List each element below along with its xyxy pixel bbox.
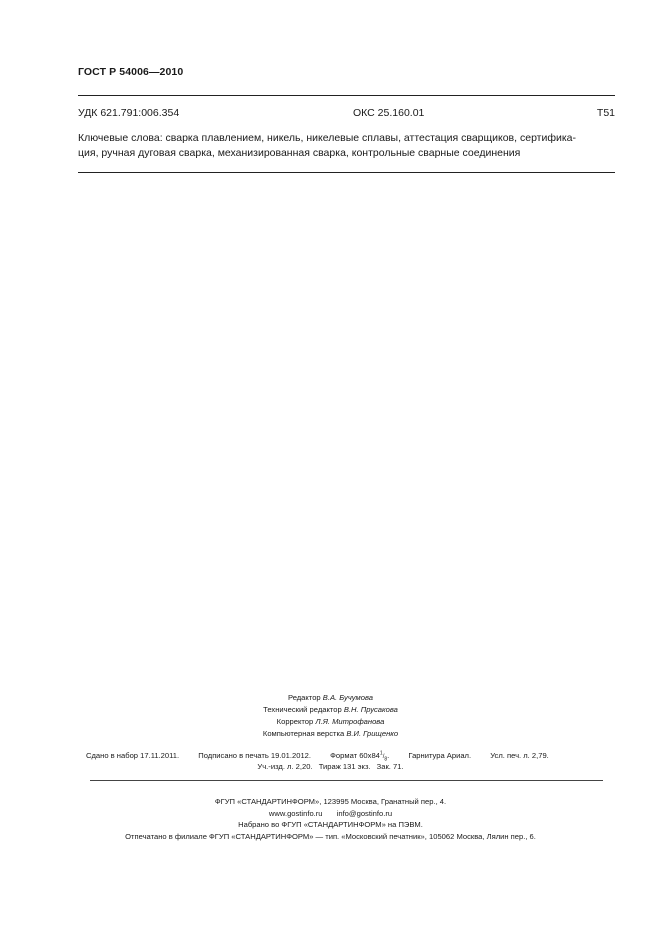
credit-tech-editor [0,704,661,716]
credit-role: Технический редактор [263,705,342,714]
document-code: ГОСТ Р 54006—2010 [78,66,184,78]
credit-name: В.И. Грищенко [346,729,399,738]
set-date: Сдано в набор 17.11.2011. [86,750,180,760]
publication-row-2 [0,762,661,771]
keywords-block [78,131,615,161]
credit-role: Корректор [276,717,314,726]
signed-date: Подписано в печать 19.01.2012. [198,750,311,760]
print-run: Тираж 131 экз. [318,762,371,771]
credit-role: Редактор [287,693,321,702]
email-link[interactable]: info@gostinfo.ru [336,808,393,818]
publisher-address: ФГУП «СТАНДАРТИНФОРМ», 123995 Москва, Гранатный пер., 4. [214,797,447,806]
credit-role: Компьютерная верстка [262,729,345,738]
credit-editor [0,692,661,704]
t-code: Т51 [596,107,615,119]
credit-name: Л.Я. Митрофанова [315,717,385,726]
print-sheets: Усл. печ. л. 2,79. [490,750,549,760]
udk-code: УДК 621.791:006.354 [78,107,180,119]
format-prefix: Формат 60х84 [330,750,380,760]
credit-proofreader [0,716,661,728]
keywords-line-2: ция, ручная дуговая сварка, механизированная сварка, контрольные сварные соединения [78,147,521,159]
format-numerator: 1 [379,750,383,756]
credit-name: В.А. Бучумова [322,693,374,702]
credits-block [0,692,661,740]
top-divider [78,95,615,96]
format-denominator: 8 [384,756,388,763]
printer-note: Отпечатано в филиале ФГУП «СТАНДАРТИНФОРМ» — тип. «Московский печатник», 105062 Москва, Лялин пер., 6. [125,831,536,841]
typeset-note: Набрано во ФГУП «СТАНДАРТИНФОРМ» на ПЭВМ. [238,820,423,829]
order-number: Зак. 71. [376,762,404,771]
website-link[interactable]: www.gostinfo.ru [268,808,323,818]
paper-format: Формат $60х84^1/_8$. [330,750,390,763]
imprint-divider [90,780,603,781]
oks-code: ОКС 25.160.01 [353,107,425,119]
classification-row [78,107,615,121]
credit-name: В.Н. Прусакова [343,705,398,714]
publication-row-1 [86,750,566,762]
typeface: Гарнитура Ариал. [408,750,472,760]
publisher-contacts [0,808,661,820]
pub-sheets: Уч.-изд. л. 2,20. [257,762,313,771]
credit-layout [0,728,661,740]
keywords-divider [78,172,615,173]
imprint-block [0,796,661,842]
keywords-line-1: Ключевые слова: сварка плавлением, никель, никелевые сплавы, аттестация сварщиков, сертифика- [78,132,577,144]
